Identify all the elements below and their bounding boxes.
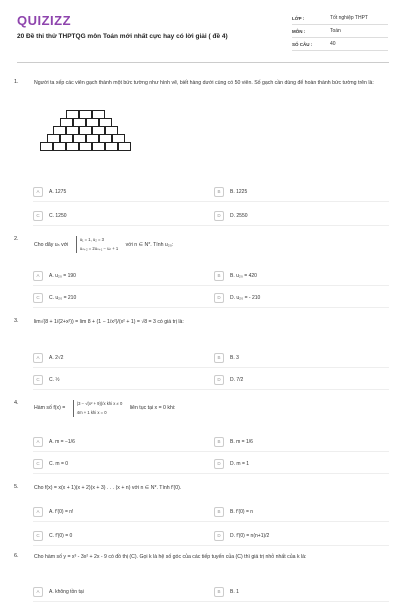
question-number: 1. [14, 79, 19, 85]
option-divider [33, 545, 389, 546]
brick [53, 142, 66, 151]
page-title: 20 Đề thi thử THPTQG môn Toán mới nhất cực hay có lời giải ( đề 4) [17, 33, 228, 40]
option-divider [33, 451, 389, 452]
brick [92, 142, 105, 151]
option-text: A. u₂₀ = 190 [49, 272, 76, 279]
question-text: lim√(8 + 1/(2+x²)) = lim 8 + (1 − 1/x²)/(x² + 1) = √8 = 3 có giá trị là: [34, 319, 184, 325]
question-text-lead: Cho dãy uₙ với [34, 241, 69, 248]
option-text: D. 2550 [230, 212, 248, 219]
meta-key: SỐ CÂU : [292, 41, 313, 47]
brick [66, 142, 79, 151]
question-number: 3. [14, 318, 19, 324]
option-letter-badge: C [33, 531, 43, 541]
answer-option-b[interactable] [214, 506, 253, 517]
meta-key: LỚP : [292, 15, 305, 21]
meta-key: MÔN : [292, 28, 306, 34]
option-letter-badge: B [214, 187, 224, 197]
option-letter-badge: C [33, 211, 43, 221]
question-number: 2. [14, 236, 19, 242]
option-letter-badge: D [214, 459, 224, 469]
option-letter-badge: B [214, 587, 224, 597]
question-text: Cho hàm số y = x³ - 3x² + 2x - 9 có đồ thị (C). Gọi k là hệ số góc của các tiếp tuyến của (C) thì giá trị nhỏ nhất của k là: [34, 554, 307, 560]
option-letter-badge: A [33, 271, 43, 281]
option-divider [33, 285, 389, 286]
option-divider [33, 521, 389, 522]
question-6 [14, 553, 392, 573]
option-text: C. u₂₀ = 210 [49, 294, 77, 301]
brick [79, 142, 92, 151]
answer-option-d[interactable] [214, 210, 248, 221]
question-number: 6. [14, 553, 19, 559]
option-letter-badge: B [214, 271, 224, 281]
answer-option-a[interactable] [33, 270, 76, 281]
question-text [34, 236, 384, 253]
answer-option-d[interactable] [214, 458, 249, 469]
meta-value: 40 [330, 41, 336, 47]
option-text: B. 1225 [230, 188, 248, 195]
question-number: 4. [14, 400, 19, 406]
option-letter-badge: A [33, 353, 43, 363]
option-text: B. f'(0) = n [230, 508, 254, 515]
option-text: A. m = −1/6 [49, 438, 75, 445]
question-number: 5. [14, 484, 19, 490]
answer-option-c[interactable] [33, 374, 60, 385]
option-letter-badge: A [33, 437, 43, 447]
option-letter-badge: B [214, 437, 224, 447]
answer-option-d[interactable] [214, 292, 260, 303]
option-text: D. u₂₀ = - 210 [230, 294, 261, 301]
option-letter-badge: A [33, 507, 43, 517]
option-text: C. f'(0) = 0 [49, 532, 73, 539]
meta-row-class [292, 12, 388, 25]
answer-option-c[interactable] [33, 530, 72, 541]
recurrence-system [76, 236, 118, 253]
option-divider [33, 473, 389, 474]
header-divider [17, 62, 389, 63]
question-1 [14, 79, 392, 99]
piece-line: 4m + 1 khi x = 0 [76, 409, 107, 415]
question-4 [14, 400, 392, 420]
brick [105, 142, 118, 151]
option-letter-badge: D [214, 375, 224, 385]
option-letter-badge: A [33, 587, 43, 597]
answer-option-d[interactable] [214, 530, 269, 541]
option-letter-badge: A [33, 187, 43, 197]
question-text [34, 400, 384, 417]
answer-option-a[interactable] [33, 186, 66, 197]
meta-row-count [292, 38, 388, 51]
question-text: Cho f(x) = x(x + 1)(x + 2)(x + 3) . . . (x + n) với n ∈ N*. Tính f'(0). [34, 485, 182, 491]
option-text: B. 1 [230, 588, 239, 595]
answer-option-c[interactable] [33, 292, 76, 303]
option-divider [33, 367, 389, 368]
answer-option-c[interactable] [33, 458, 68, 469]
option-letter-badge: D [214, 293, 224, 303]
answer-option-a[interactable] [33, 506, 73, 517]
option-letter-badge: C [33, 375, 43, 385]
option-text: B. 3 [230, 354, 239, 361]
answer-option-b[interactable] [214, 352, 239, 363]
answer-option-a[interactable] [33, 586, 84, 597]
option-letter-badge: B [214, 507, 224, 517]
system-line: u₁ = 1, u₂ = 3 [79, 237, 104, 242]
question-text-tail: liên tục tại x = 0 khi: [129, 405, 176, 412]
option-text: A. 2√2 [49, 354, 64, 361]
answer-option-b[interactable] [214, 436, 253, 447]
meta-panel [292, 12, 388, 51]
option-letter-badge: B [214, 353, 224, 363]
answer-option-b[interactable] [214, 270, 257, 281]
option-text: B. u₂₀ = 420 [230, 272, 257, 279]
option-text: B. m = 1/6 [230, 438, 253, 445]
answer-option-d[interactable] [214, 374, 243, 385]
option-letter-badge: D [214, 531, 224, 541]
option-letter-badge: C [33, 459, 43, 469]
meta-row-subject [292, 25, 388, 38]
question-text-tail: với n ∈ N*. Tính u₂₀: [125, 241, 174, 248]
question-text-lead: Hàm số f(x) = [34, 405, 66, 412]
option-text: A. không tồn tại [49, 588, 84, 595]
answer-option-a[interactable] [33, 352, 63, 363]
option-divider [33, 307, 389, 308]
option-letter-badge: C [33, 293, 43, 303]
option-divider [33, 225, 389, 226]
meta-value: Toán [330, 28, 341, 34]
option-text: D. 7/2 [230, 376, 244, 383]
system-line: uₙ₊₂ = 2uₙ₊₁ − uₙ + 1 [79, 245, 119, 251]
option-divider [33, 201, 389, 202]
option-text: D. m = 1 [230, 460, 250, 467]
meta-value: Tốt nghiệp THPT [330, 15, 368, 21]
option-text: A. 1275 [49, 188, 67, 195]
option-text: D. f'(0) = n(n+1)/2 [230, 532, 270, 539]
question-3 [14, 318, 392, 338]
option-text: A. f'(0) = n! [49, 508, 74, 515]
piece-line: (3 − √(x² + 9))/x khi x ≠ 0 [76, 401, 123, 406]
option-divider [33, 389, 389, 390]
option-text: C. ½ [49, 376, 60, 383]
brick [118, 142, 131, 151]
answer-option-c[interactable] [33, 210, 67, 221]
quizizz-logo: QUIZIZZ [17, 13, 72, 28]
option-text: C. m = 0 [49, 460, 69, 467]
brick [40, 142, 53, 151]
question-2 [14, 236, 392, 256]
answer-option-b[interactable] [214, 586, 239, 597]
question-text: Người ta xếp các viên gạch thành một bức tường như hình vẽ, biết hàng dưới cùng có 50 viên. Số gạch cần dùng để hoàn thành bức tường trên là: [34, 80, 374, 86]
question-5 [14, 484, 392, 496]
answer-option-a[interactable] [33, 436, 75, 447]
option-text: C. 1250 [49, 212, 67, 219]
piecewise-function [73, 400, 123, 417]
option-letter-badge: D [214, 211, 224, 221]
answer-option-b[interactable] [214, 186, 247, 197]
